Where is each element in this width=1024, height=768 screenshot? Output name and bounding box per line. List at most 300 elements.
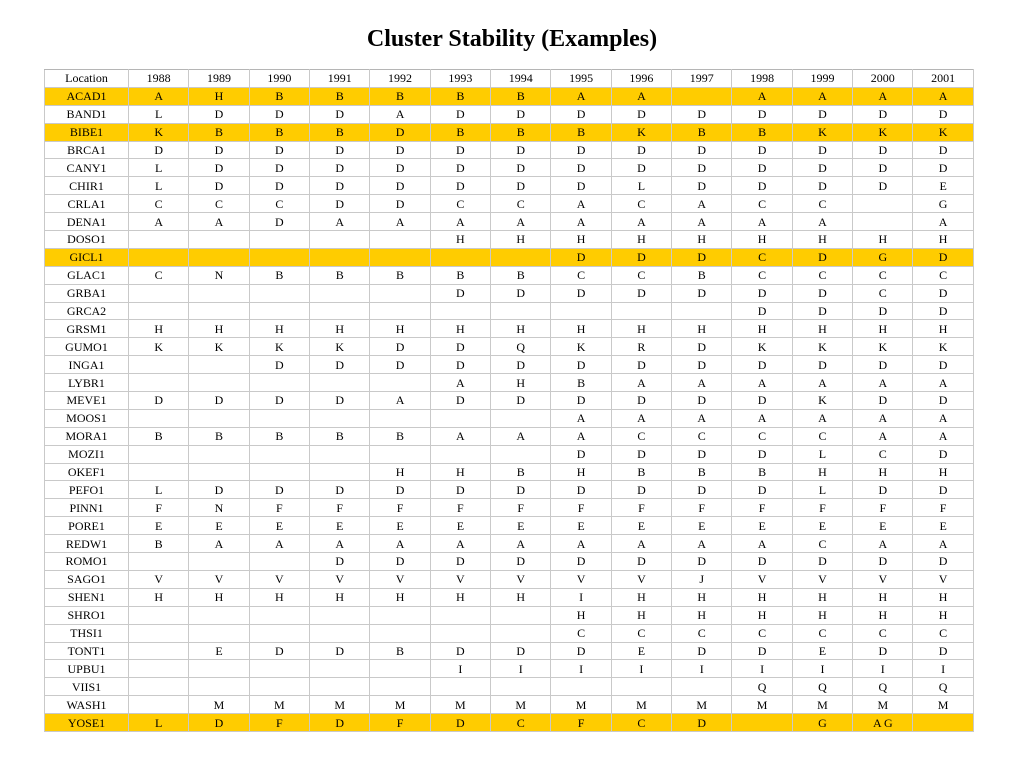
cluster-cell: F	[249, 499, 309, 517]
cluster-cell	[189, 356, 249, 374]
cluster-cell: L	[129, 105, 189, 123]
cluster-cell: D	[611, 284, 671, 302]
cluster-cell: B	[732, 463, 792, 481]
cluster-cell: D	[672, 553, 732, 571]
cluster-cell	[249, 231, 309, 249]
column-header-year: 2001	[913, 70, 973, 88]
cluster-cell: B	[672, 463, 732, 481]
table-body	[45, 87, 974, 731]
cluster-cell	[430, 678, 490, 696]
cluster-cell: C	[913, 266, 973, 284]
cluster-cell: D	[249, 177, 309, 195]
cluster-cell: H	[551, 320, 611, 338]
cluster-cell: E	[792, 517, 852, 535]
cluster-cell	[370, 248, 430, 266]
cluster-cell: D	[792, 302, 852, 320]
table-row	[45, 356, 974, 374]
cluster-cell: A	[913, 535, 973, 553]
cluster-cell	[491, 445, 551, 463]
cluster-cell	[310, 302, 370, 320]
cluster-cell: D	[189, 714, 249, 732]
cluster-cell	[189, 445, 249, 463]
cluster-cell	[249, 678, 309, 696]
column-header-year: 1991	[310, 70, 370, 88]
location-cell: DOSO1	[45, 231, 129, 249]
cluster-cell: D	[370, 141, 430, 159]
cluster-cell: A	[913, 409, 973, 427]
cluster-cell: A	[732, 535, 792, 553]
cluster-cell: D	[370, 159, 430, 177]
cluster-cell: D	[672, 159, 732, 177]
cluster-cell: D	[732, 159, 792, 177]
cluster-cell: D	[491, 356, 551, 374]
cluster-cell	[370, 445, 430, 463]
cluster-cell	[430, 409, 490, 427]
column-header-year: 1993	[430, 70, 490, 88]
cluster-cell: D	[370, 195, 430, 213]
cluster-cell: D	[732, 445, 792, 463]
cluster-cell: D	[853, 105, 913, 123]
cluster-cell: B	[189, 123, 249, 141]
cluster-cell: E	[370, 517, 430, 535]
cluster-cell: F	[792, 499, 852, 517]
location-cell: GRBA1	[45, 284, 129, 302]
cluster-cell: B	[129, 427, 189, 445]
column-header-year: 2000	[853, 70, 913, 88]
table-row	[45, 714, 974, 732]
cluster-cell: D	[913, 481, 973, 499]
cluster-cell	[551, 678, 611, 696]
cluster-cell: H	[672, 320, 732, 338]
cluster-cell: M	[430, 696, 490, 714]
cluster-cell	[491, 409, 551, 427]
table-row	[45, 660, 974, 678]
location-cell: YOSE1	[45, 714, 129, 732]
cluster-cell	[370, 660, 430, 678]
cluster-cell: E	[792, 642, 852, 660]
cluster-cell: B	[249, 266, 309, 284]
cluster-cell: K	[611, 123, 671, 141]
cluster-cell: D	[491, 392, 551, 410]
cluster-cell: H	[913, 588, 973, 606]
cluster-cell: A	[189, 213, 249, 231]
cluster-cell: D	[672, 445, 732, 463]
cluster-cell: H	[611, 588, 671, 606]
cluster-cell: A	[430, 535, 490, 553]
header-row	[45, 70, 974, 88]
cluster-cell: A	[853, 87, 913, 105]
cluster-cell: K	[129, 338, 189, 356]
cluster-cell: D	[370, 481, 430, 499]
cluster-cell	[310, 660, 370, 678]
cluster-cell: H	[430, 231, 490, 249]
cluster-cell: Q	[913, 678, 973, 696]
cluster-cell	[129, 660, 189, 678]
location-cell: CANY1	[45, 159, 129, 177]
cluster-cell: H	[672, 231, 732, 249]
cluster-cell: V	[792, 570, 852, 588]
cluster-cell: A	[551, 427, 611, 445]
cluster-cell: F	[551, 714, 611, 732]
location-cell: VIIS1	[45, 678, 129, 696]
cluster-cell	[853, 213, 913, 231]
cluster-cell	[189, 553, 249, 571]
location-cell: INGA1	[45, 356, 129, 374]
location-cell: PEFO1	[45, 481, 129, 499]
cluster-cell: H	[792, 606, 852, 624]
cluster-cell: V	[611, 570, 671, 588]
location-cell: GLAC1	[45, 266, 129, 284]
cluster-cell	[129, 696, 189, 714]
cluster-cell: H	[792, 588, 852, 606]
cluster-cell: D	[913, 105, 973, 123]
cluster-cell: D	[249, 392, 309, 410]
cluster-cell	[189, 409, 249, 427]
cluster-cell: D	[310, 642, 370, 660]
location-cell: BRCA1	[45, 141, 129, 159]
cluster-cell: V	[853, 570, 913, 588]
cluster-cell: C	[732, 624, 792, 642]
cluster-cell: H	[551, 463, 611, 481]
cluster-cell: E	[913, 517, 973, 535]
cluster-cell: D	[249, 159, 309, 177]
cluster-cell	[129, 248, 189, 266]
location-cell: TONT1	[45, 642, 129, 660]
cluster-cell: A	[370, 105, 430, 123]
cluster-cell: D	[913, 302, 973, 320]
cluster-cell: K	[551, 338, 611, 356]
cluster-cell: A	[913, 427, 973, 445]
cluster-cell: M	[551, 696, 611, 714]
cluster-cell: D	[551, 642, 611, 660]
cluster-cell: K	[792, 123, 852, 141]
cluster-cell: H	[853, 231, 913, 249]
cluster-cell	[310, 248, 370, 266]
cluster-cell: V	[430, 570, 490, 588]
cluster-cell	[672, 87, 732, 105]
cluster-cell: B	[370, 427, 430, 445]
cluster-cell: I	[732, 660, 792, 678]
cluster-cell: D	[370, 553, 430, 571]
cluster-cell: E	[129, 517, 189, 535]
column-header-year: 1994	[491, 70, 551, 88]
location-cell: SAGO1	[45, 570, 129, 588]
cluster-cell: C	[551, 624, 611, 642]
cluster-cell: F	[672, 499, 732, 517]
cluster-cell: D	[853, 302, 913, 320]
cluster-cell: B	[551, 123, 611, 141]
cluster-cell: E	[189, 642, 249, 660]
cluster-cell: D	[611, 248, 671, 266]
cluster-cell: D	[551, 481, 611, 499]
cluster-cell: D	[430, 392, 490, 410]
cluster-cell: D	[853, 392, 913, 410]
cluster-cell: C	[611, 714, 671, 732]
cluster-cell: A	[551, 535, 611, 553]
cluster-cell: D	[672, 141, 732, 159]
cluster-cell: B	[491, 87, 551, 105]
cluster-cell: H	[732, 320, 792, 338]
cluster-cell	[310, 678, 370, 696]
cluster-cell: D	[913, 356, 973, 374]
location-cell: GRCA2	[45, 302, 129, 320]
table-row	[45, 642, 974, 660]
table-row	[45, 392, 974, 410]
cluster-cell: H	[551, 231, 611, 249]
cluster-cell: D	[551, 248, 611, 266]
cluster-cell: F	[611, 499, 671, 517]
cluster-cell	[129, 553, 189, 571]
cluster-cell: D	[310, 105, 370, 123]
cluster-cell: D	[611, 356, 671, 374]
cluster-cell: I	[792, 660, 852, 678]
cluster-cell: A	[611, 535, 671, 553]
location-cell: SHEN1	[45, 588, 129, 606]
cluster-cell	[491, 678, 551, 696]
cluster-cell: H	[430, 463, 490, 481]
cluster-cell: D	[792, 248, 852, 266]
cluster-cell	[189, 248, 249, 266]
cluster-cell: A	[551, 409, 611, 427]
cluster-cell: K	[853, 338, 913, 356]
cluster-cell: K	[249, 338, 309, 356]
location-cell: PINN1	[45, 499, 129, 517]
cluster-cell: C	[551, 266, 611, 284]
cluster-cell: H	[249, 588, 309, 606]
cluster-cell: A	[129, 213, 189, 231]
cluster-cell: A	[611, 409, 671, 427]
cluster-cell: C	[611, 195, 671, 213]
location-cell: CRLA1	[45, 195, 129, 213]
cluster-cell: C	[732, 427, 792, 445]
cluster-cell: C	[430, 195, 490, 213]
cluster-cell: D	[189, 105, 249, 123]
cluster-cell: D	[430, 553, 490, 571]
cluster-cell	[310, 374, 370, 392]
cluster-cell: C	[672, 427, 732, 445]
cluster-cell: G	[913, 195, 973, 213]
cluster-cell: H	[611, 320, 671, 338]
cluster-cell: D	[551, 105, 611, 123]
cluster-cell: H	[189, 87, 249, 105]
cluster-cell: A	[491, 427, 551, 445]
cluster-cell: D	[611, 553, 671, 571]
location-cell: MORA1	[45, 427, 129, 445]
cluster-cell: E	[551, 517, 611, 535]
table-row	[45, 445, 974, 463]
table-row	[45, 284, 974, 302]
cluster-cell: B	[430, 87, 490, 105]
cluster-cell: D	[732, 302, 792, 320]
location-cell: GUMO1	[45, 338, 129, 356]
location-cell: SHRO1	[45, 606, 129, 624]
cluster-cell: D	[491, 481, 551, 499]
cluster-cell: D	[370, 177, 430, 195]
cluster-cell: H	[792, 231, 852, 249]
cluster-cell: H	[732, 588, 792, 606]
cluster-cell: V	[551, 570, 611, 588]
cluster-cell: I	[430, 660, 490, 678]
table-row	[45, 696, 974, 714]
cluster-cell: D	[370, 356, 430, 374]
cluster-cell: D	[430, 284, 490, 302]
cluster-cell: V	[491, 570, 551, 588]
cluster-cell: A	[913, 374, 973, 392]
column-header-year: 1997	[672, 70, 732, 88]
cluster-cell: E	[189, 517, 249, 535]
table-row	[45, 570, 974, 588]
cluster-cell: A	[551, 213, 611, 231]
cluster-cell: A	[672, 535, 732, 553]
cluster-cell: E	[611, 642, 671, 660]
cluster-cell: D	[491, 284, 551, 302]
cluster-cell: F	[310, 499, 370, 517]
cluster-cell: A	[310, 213, 370, 231]
location-cell: PORE1	[45, 517, 129, 535]
column-header-location: Location	[45, 70, 129, 88]
cluster-cell: Q	[491, 338, 551, 356]
cluster-cell: B	[672, 123, 732, 141]
column-header-year: 1990	[249, 70, 309, 88]
table-row	[45, 427, 974, 445]
cluster-cell: A	[792, 213, 852, 231]
location-cell: MOZI1	[45, 445, 129, 463]
cluster-cell	[129, 445, 189, 463]
cluster-cell: M	[853, 696, 913, 714]
cluster-cell: H	[491, 231, 551, 249]
column-header-year: 1996	[611, 70, 671, 88]
cluster-cell: C	[189, 195, 249, 213]
cluster-cell	[129, 624, 189, 642]
cluster-cell: B	[249, 427, 309, 445]
cluster-cell: A	[853, 427, 913, 445]
cluster-cell: C	[792, 266, 852, 284]
cluster-cell: F	[491, 499, 551, 517]
cluster-cell	[249, 409, 309, 427]
cluster-cell	[129, 356, 189, 374]
cluster-cell: D	[611, 392, 671, 410]
table-row	[45, 87, 974, 105]
cluster-cell	[129, 374, 189, 392]
cluster-cell: A	[792, 87, 852, 105]
cluster-cell: D	[310, 195, 370, 213]
cluster-cell	[491, 624, 551, 642]
cluster-cell: D	[732, 481, 792, 499]
cluster-cell	[310, 284, 370, 302]
cluster-cell: B	[310, 87, 370, 105]
cluster-cell: C	[792, 195, 852, 213]
cluster-cell: N	[189, 499, 249, 517]
cluster-cell: E	[672, 517, 732, 535]
cluster-cell: D	[672, 714, 732, 732]
location-cell: BAND1	[45, 105, 129, 123]
cluster-cell: H	[430, 588, 490, 606]
cluster-cell: H	[853, 588, 913, 606]
cluster-cell	[189, 678, 249, 696]
cluster-cell	[129, 678, 189, 696]
cluster-cell: D	[853, 553, 913, 571]
cluster-cell	[672, 302, 732, 320]
table-row	[45, 213, 974, 231]
cluster-cell	[310, 231, 370, 249]
cluster-cell: D	[853, 159, 913, 177]
cluster-cell: H	[370, 588, 430, 606]
cluster-cell: L	[792, 481, 852, 499]
location-cell: ROMO1	[45, 553, 129, 571]
cluster-cell: D	[491, 642, 551, 660]
cluster-cell: D	[732, 141, 792, 159]
cluster-cell: D	[189, 159, 249, 177]
cluster-cell	[370, 284, 430, 302]
table-row	[45, 159, 974, 177]
cluster-cell: C	[611, 624, 671, 642]
cluster-cell	[249, 445, 309, 463]
location-cell: BIBE1	[45, 123, 129, 141]
cluster-cell: I	[551, 588, 611, 606]
cluster-cell: H	[672, 606, 732, 624]
cluster-cell: D	[551, 284, 611, 302]
cluster-cell: C	[129, 195, 189, 213]
cluster-cell: D	[672, 642, 732, 660]
cluster-cell	[129, 606, 189, 624]
cluster-cell: G	[853, 248, 913, 266]
cluster-cell: H	[129, 320, 189, 338]
cluster-cell: H	[853, 463, 913, 481]
location-cell: MEVE1	[45, 392, 129, 410]
cluster-cell	[129, 302, 189, 320]
cluster-cell: D	[310, 392, 370, 410]
cluster-cell: D	[732, 284, 792, 302]
cluster-cell: A	[672, 213, 732, 231]
cluster-cell: M	[611, 696, 671, 714]
cluster-cell: D	[189, 481, 249, 499]
cluster-cell: D	[310, 714, 370, 732]
cluster-cell: H	[913, 463, 973, 481]
cluster-cell	[853, 195, 913, 213]
cluster-cell	[249, 624, 309, 642]
cluster-cell: M	[672, 696, 732, 714]
cluster-cell: D	[430, 177, 490, 195]
table-row	[45, 588, 974, 606]
cluster-cell: D	[551, 159, 611, 177]
cluster-cell: D	[249, 141, 309, 159]
table-row	[45, 338, 974, 356]
cluster-cell	[430, 606, 490, 624]
cluster-cell	[611, 302, 671, 320]
cluster-cell: D	[913, 642, 973, 660]
table-row	[45, 374, 974, 392]
cluster-cell: B	[249, 87, 309, 105]
cluster-cell: D	[551, 177, 611, 195]
cluster-cell: A	[249, 535, 309, 553]
column-header-year: 1989	[189, 70, 249, 88]
cluster-cell	[611, 678, 671, 696]
cluster-cell: E	[430, 517, 490, 535]
cluster-cell: N	[189, 266, 249, 284]
slide-title: Cluster Stability (Examples)	[366, 26, 658, 52]
cluster-cell: K	[792, 338, 852, 356]
cluster-cell: D	[129, 392, 189, 410]
cluster-cell: C	[853, 445, 913, 463]
cluster-cell: F	[370, 499, 430, 517]
cluster-cell: D	[913, 159, 973, 177]
cluster-cell: D	[672, 356, 732, 374]
cluster-cell: H	[732, 606, 792, 624]
cluster-cell: D	[611, 481, 671, 499]
cluster-cell: H	[913, 320, 973, 338]
cluster-cell: D	[129, 141, 189, 159]
cluster-cell: H	[189, 588, 249, 606]
